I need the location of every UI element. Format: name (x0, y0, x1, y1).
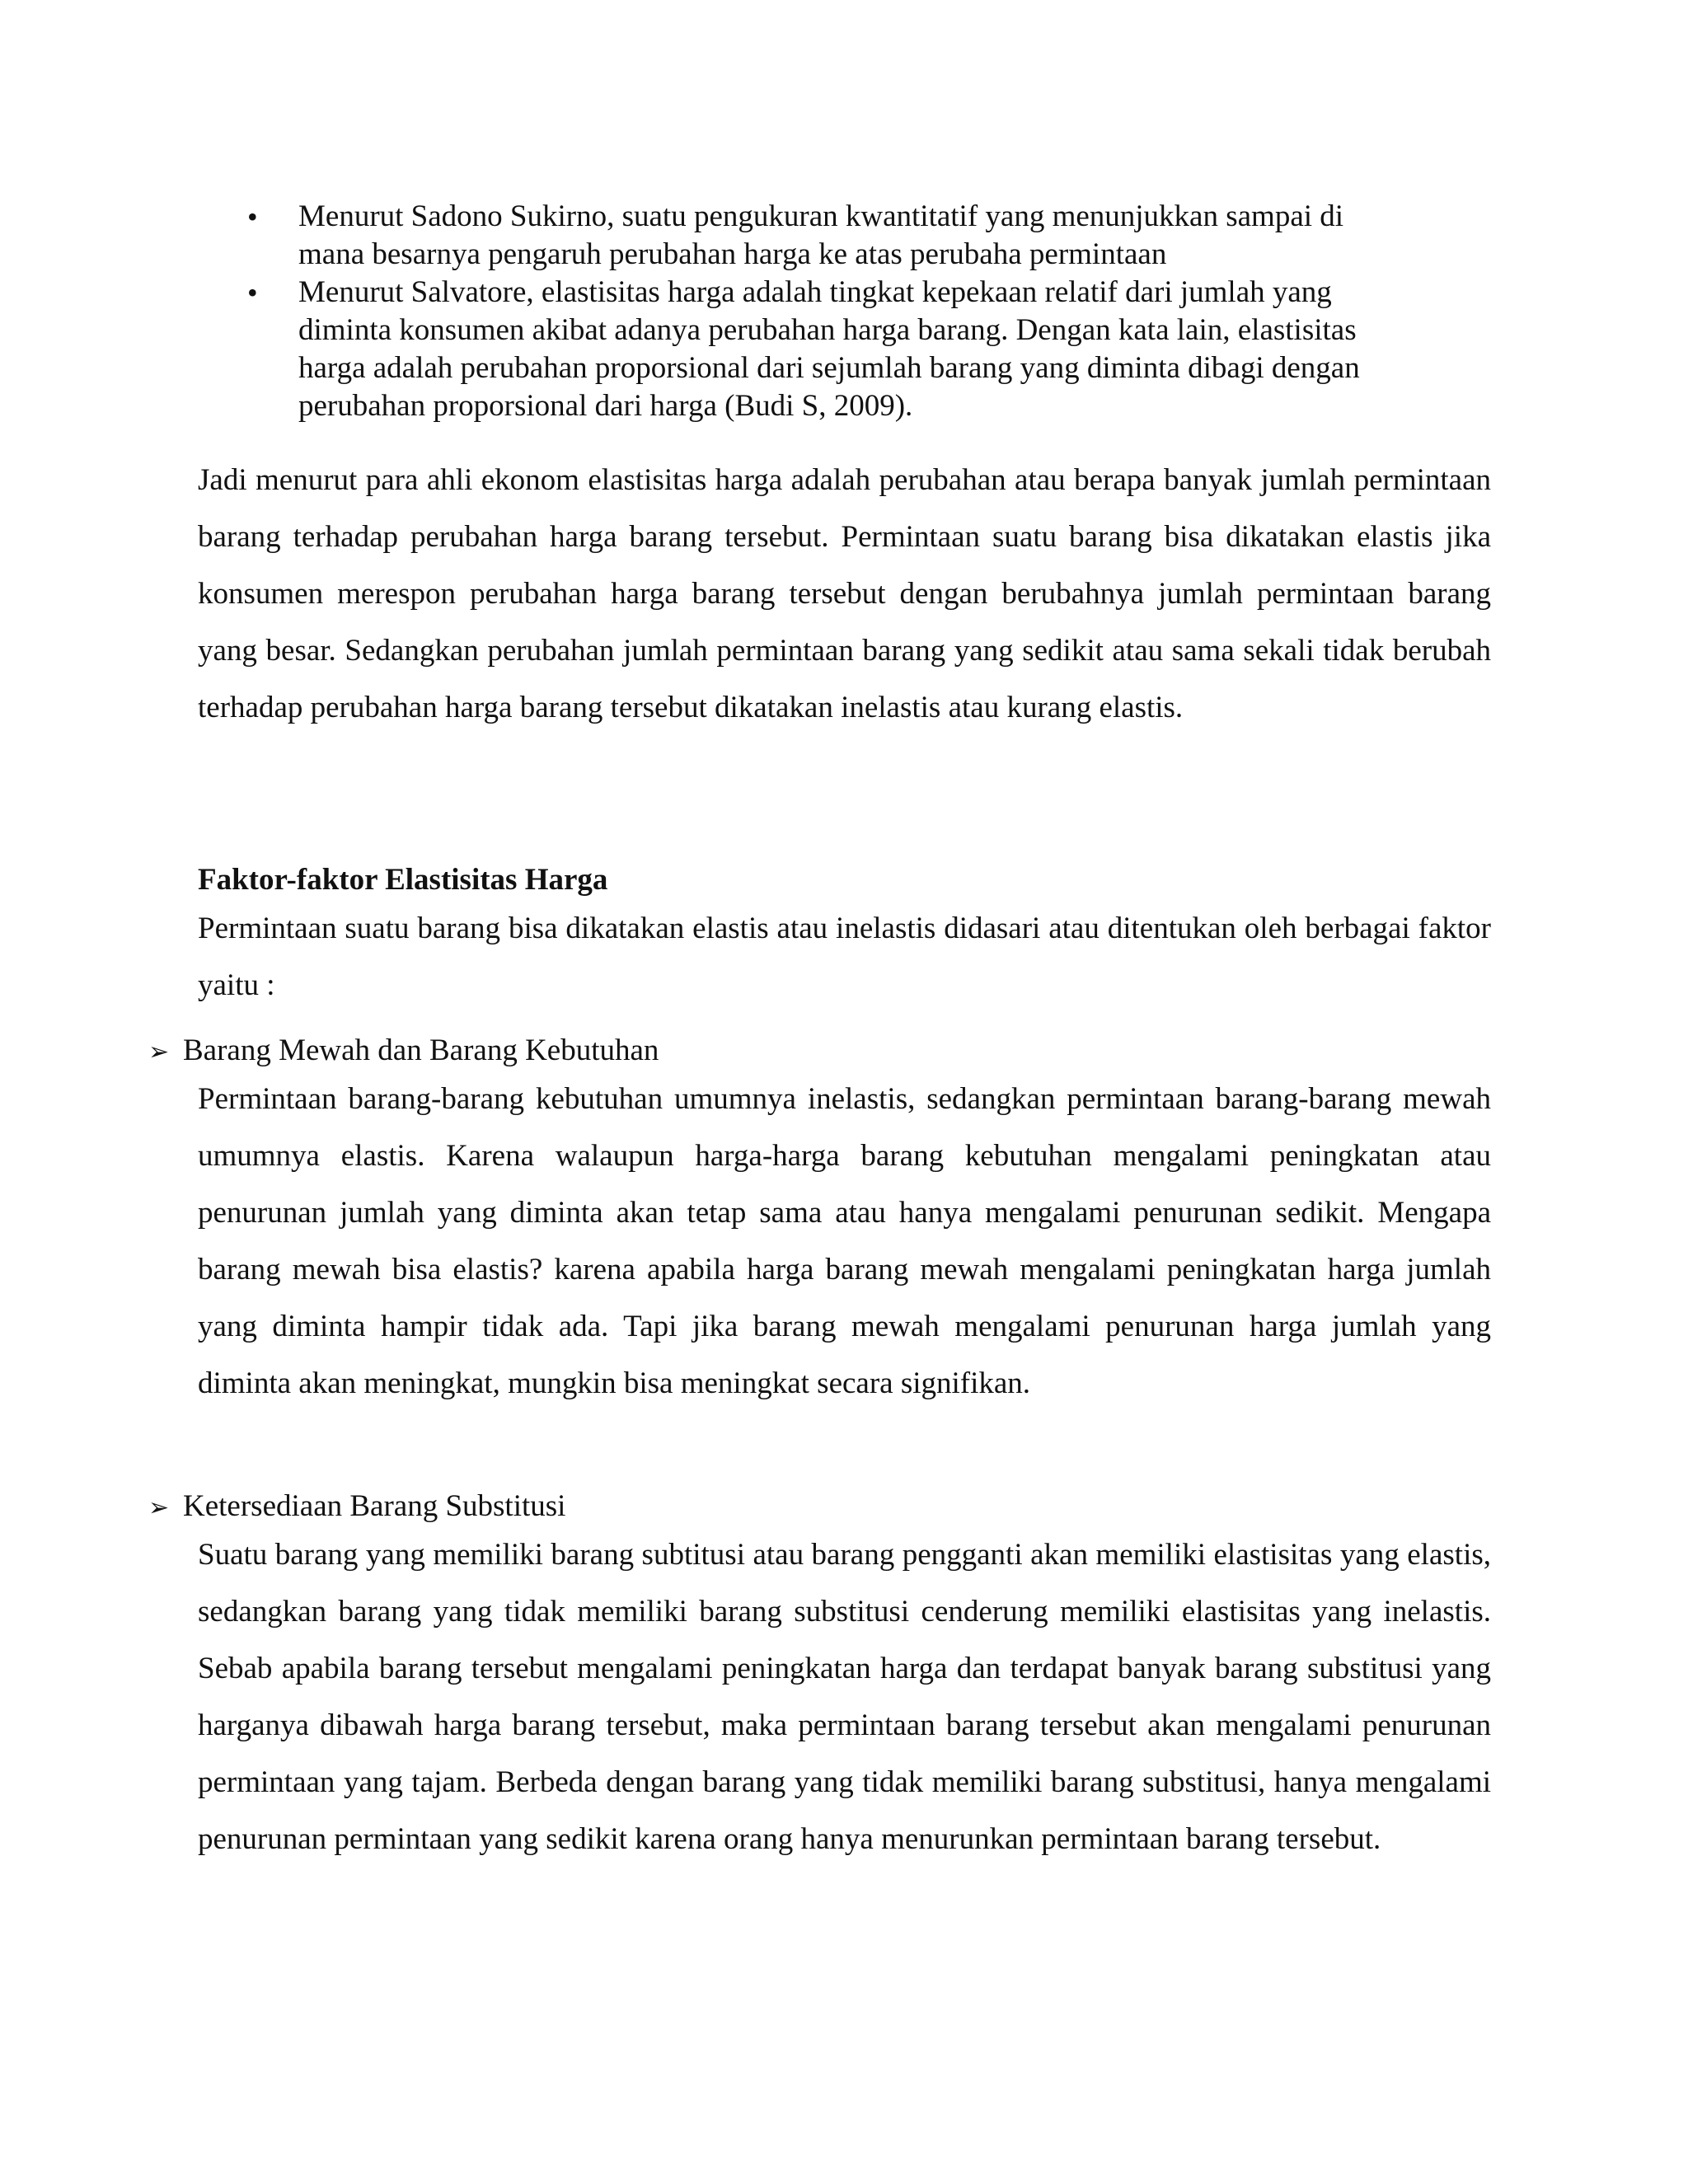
arrow-bullet-icon: ➢ (148, 1038, 170, 1066)
summary-paragraph: Jadi menurut para ahli ekonom elastisitas harga adalah perubahan atau berapa banyak jumlah permintaan barang terhadap perubahan harga barang tersebut. Permintaan suatu barang bisa dikatakan elastis jika konsumen merespon perubahan harga barang tersebut dengan berubahnya jumlah permintaan barang yang besar. Sedangkan perubahan jumlah permintaan barang yang sedikit atau sama sekali tidak berubah terhadap perubahan harga barang tersebut dikatakan inelastis atau kurang elastis. (198, 463, 1491, 724)
bullet-item-salvatore (198, 274, 1484, 425)
bullet-line: Menurut Salvatore, elastisitas harga adalah tingkat kepekaan relatif dari jumlah yang (298, 275, 1332, 309)
factor-title-text: Barang Mewah dan Barang Kebutuhan (183, 1033, 659, 1067)
bullet-line: perubahan proporsional dari harga (Budi S, 2009). (298, 389, 913, 423)
bullet-line: mana besarnya pengaruh perubahan harga ke atas perubaha permintaan (298, 237, 1167, 271)
bullet-item-sukirno (198, 198, 1484, 274)
section-intro-paragraph: Permintaan suatu barang bisa dikatakan elastis atau inelastis didasari atau ditentukan oleh berbagai faktor yaitu : (198, 912, 1491, 1002)
bullet-line: harga adalah perubahan proporsional dari sejumlah barang yang diminta dibagi dengan (298, 351, 1360, 385)
factor-title-luxury-necessity (148, 1032, 659, 1071)
bullet-line: Menurut Sadono Sukirno, suatu pengukuran kwantitatif yang menunjukkan sampai di (298, 199, 1344, 233)
definition-bullet-list (198, 198, 1484, 425)
arrow-bullet-icon: ➢ (148, 1494, 170, 1521)
factor-body-substitute: Suatu barang yang memiliki barang subtitusi atau barang pengganti akan memiliki elastisitas yang elastis, sedangkan barang yang tidak memiliki barang substitusi cenderung memiliki elastisitas yang inelastis. Sebab apabila barang tersebut mengalami peningkatan harga dan terdapat banyak barang substitusi yang harganya dibawah harga barang tersebut, maka permintaan barang tersebut akan mengalami penurunan permintaan yang tajam. Berbeda dengan barang yang tidak memiliki barang substitusi, hanya mengalami penurunan permintaan yang sedikit karena orang hanya menurunkan permintaan barang tersebut. (198, 1538, 1491, 1856)
factor-title-substitute (148, 1488, 565, 1527)
factor-body-luxury-necessity: Permintaan barang-barang kebutuhan umumnya inelastis, sedangkan permintaan barang-barang mewah umumnya elastis. Karena walaupun harga-harga barang kebutuhan mengalami peningkatan atau penurunan jumlah yang diminta akan tetap sama atau hanya mengalami penurunan sedikit. Mengapa barang mewah bisa elastis? karena apabila harga barang mewah mengalami peningkatan harga jumlah yang diminta hampir tidak ada. Tapi jika barang mewah mengalami penurunan harga jumlah yang diminta akan meningkat, mungkin bisa meningkat secara signifikan. (198, 1082, 1491, 1400)
bullet-dot-icon: • (247, 276, 258, 309)
section-heading: Faktor-faktor Elastisitas Harga (198, 863, 608, 897)
factor-title-text: Ketersediaan Barang Substitusi (183, 1489, 566, 1523)
bullet-line: diminta konsumen akibat adanya perubahan harga barang. Dengan kata lain, elastisitas (298, 313, 1357, 347)
bullet-dot-icon: • (247, 200, 258, 233)
